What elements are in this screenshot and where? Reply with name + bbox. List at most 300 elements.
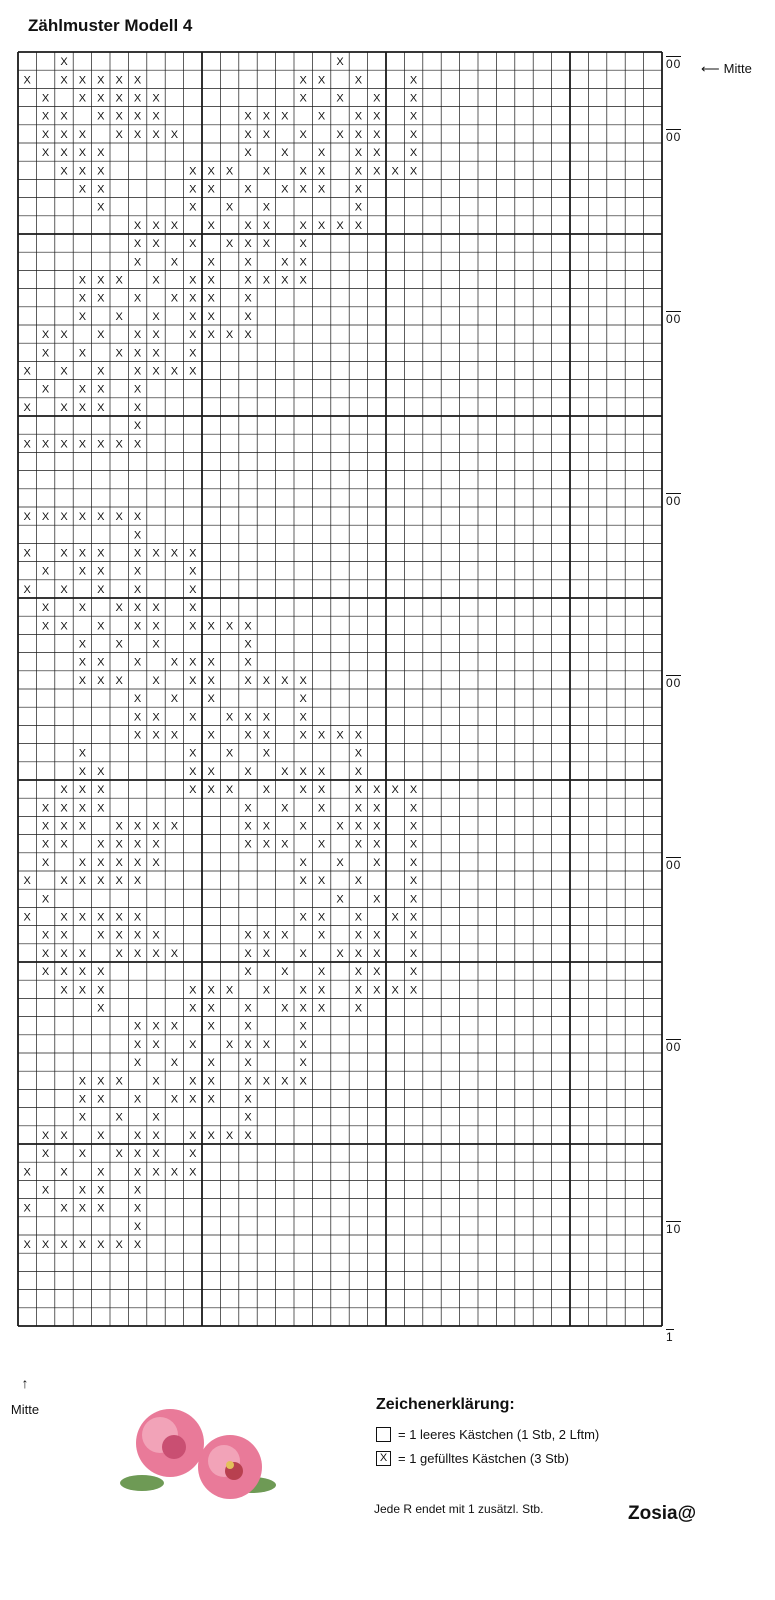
filled-cell-mark: X bbox=[115, 110, 123, 123]
filled-cell-mark: X bbox=[225, 784, 234, 797]
filled-cell-mark: X bbox=[133, 1166, 142, 1179]
filled-cell-mark: X bbox=[78, 92, 87, 105]
filled-cell-mark: X bbox=[189, 310, 197, 323]
filled-cell-mark: X bbox=[115, 438, 123, 451]
filled-cell-mark: X bbox=[133, 128, 142, 141]
filled-cell-mark: X bbox=[115, 929, 123, 942]
filled-cell-mark: X bbox=[60, 620, 68, 633]
filled-cell-mark: X bbox=[317, 183, 326, 196]
filled-cell-mark: X bbox=[244, 1057, 252, 1070]
filled-cell-mark: X bbox=[97, 547, 105, 560]
filled-cell-mark: X bbox=[133, 1184, 142, 1197]
filled-cell-mark: X bbox=[207, 1020, 215, 1033]
up-arrow-icon: ↑ bbox=[21, 1375, 29, 1391]
filled-cell-mark: X bbox=[244, 292, 252, 305]
filled-cell-mark: X bbox=[152, 820, 160, 833]
filled-cell-mark: X bbox=[115, 1239, 123, 1252]
filled-cell-mark: X bbox=[336, 219, 344, 232]
filled-cell-mark: X bbox=[23, 74, 31, 87]
filled-cell-mark: X bbox=[299, 729, 307, 742]
filled-cell-mark: X bbox=[78, 747, 87, 760]
filled-cell-mark: X bbox=[189, 329, 197, 342]
filled-cell-mark: X bbox=[244, 1020, 252, 1033]
filled-cell-mark: X bbox=[115, 820, 123, 833]
filled-cell-mark: X bbox=[354, 784, 363, 797]
filled-cell-mark: X bbox=[133, 1057, 142, 1070]
filled-cell-mark: X bbox=[409, 165, 418, 178]
filled-cell-mark: X bbox=[299, 74, 307, 87]
filled-cell-mark: X bbox=[189, 583, 197, 596]
filled-cell-mark: X bbox=[78, 1184, 87, 1197]
filled-cell-mark: X bbox=[23, 547, 31, 560]
filled-cell-mark: X bbox=[115, 511, 123, 524]
filled-cell-mark: X bbox=[336, 947, 344, 960]
filled-cell-mark: X bbox=[152, 274, 160, 287]
filled-cell-mark: X bbox=[60, 547, 68, 560]
filled-cell-mark: X bbox=[133, 656, 142, 669]
filled-cell-mark: X bbox=[373, 893, 381, 906]
row-number-label: 10 bbox=[666, 1221, 682, 1236]
row-number-label: 1 bbox=[666, 1330, 674, 1344]
filled-cell-mark: X bbox=[207, 310, 215, 323]
filled-cell-mark: X bbox=[133, 438, 142, 451]
filled-cell-mark: X bbox=[133, 711, 142, 724]
filled-cell-mark: X bbox=[133, 856, 142, 869]
filled-cell-mark: X bbox=[299, 875, 307, 888]
center-marker-top bbox=[701, 61, 752, 77]
filled-cell-mark: X bbox=[281, 147, 289, 160]
filled-cell-mark: X bbox=[354, 165, 363, 178]
filled-cell-mark: X bbox=[115, 602, 123, 615]
row-number-label: 00 bbox=[666, 493, 682, 508]
filled-cell-mark: X bbox=[78, 1148, 87, 1161]
filled-cell-mark: X bbox=[354, 747, 363, 760]
filled-cell-mark: X bbox=[78, 638, 87, 651]
filled-cell-mark: X bbox=[207, 620, 215, 633]
filled-cell-mark: X bbox=[354, 110, 363, 123]
center-label-bottom: Mitte bbox=[10, 1402, 40, 1417]
filled-cell-mark: X bbox=[97, 1075, 105, 1088]
filled-cell-mark: X bbox=[207, 729, 215, 742]
filled-cell-mark: X bbox=[207, 274, 215, 287]
roses-illustration bbox=[112, 1405, 282, 1500]
filled-cell-mark: X bbox=[409, 802, 418, 815]
filled-cell-mark: X bbox=[152, 929, 160, 942]
filled-cell-mark: X bbox=[244, 820, 252, 833]
filled-cell-mark: X bbox=[409, 110, 418, 123]
filled-cell-mark: X bbox=[152, 365, 160, 378]
filled-cell-mark: X bbox=[262, 110, 271, 123]
filled-cell-mark: X bbox=[97, 183, 105, 196]
filled-cell-mark: X bbox=[78, 401, 87, 414]
filled-cell-mark: X bbox=[189, 765, 197, 778]
filled-cell-mark: X bbox=[60, 784, 68, 797]
filled-cell-mark: X bbox=[244, 256, 252, 269]
filled-cell-mark: X bbox=[60, 802, 68, 815]
filled-cell-mark: X bbox=[97, 583, 105, 596]
filled-cell-mark: X bbox=[409, 911, 418, 924]
filled-cell-mark: X bbox=[97, 1239, 105, 1252]
filled-cell-mark: X bbox=[152, 838, 160, 851]
filled-cell-mark: X bbox=[354, 820, 363, 833]
filled-cell-mark: X bbox=[244, 110, 252, 123]
filled-cell-mark: X bbox=[170, 1020, 179, 1033]
filled-cell-mark: X bbox=[281, 110, 289, 123]
filled-cell-mark: X bbox=[133, 820, 142, 833]
filled-cell-mark: X bbox=[170, 693, 179, 706]
filled-cell-mark: X bbox=[409, 820, 418, 833]
filled-cell-mark: X bbox=[78, 165, 87, 178]
filled-cell-mark: X bbox=[317, 875, 326, 888]
filled-cell-mark: X bbox=[41, 329, 50, 342]
filled-cell-mark: X bbox=[299, 128, 307, 141]
filled-cell-mark: X bbox=[60, 165, 68, 178]
filled-cell-mark: X bbox=[133, 602, 142, 615]
filled-cell-mark: X bbox=[78, 656, 87, 669]
pattern-title: Zählmuster Modell 4 bbox=[28, 16, 193, 35]
filled-cell-mark: X bbox=[152, 1038, 160, 1051]
filled-cell-mark: X bbox=[354, 838, 363, 851]
filled-cell-mark: X bbox=[41, 110, 50, 123]
filled-cell-mark: X bbox=[354, 966, 363, 979]
filled-cell-mark: X bbox=[60, 929, 68, 942]
filled-cell-mark: X bbox=[133, 256, 142, 269]
filled-cell-mark: X bbox=[189, 602, 197, 615]
filled-cell-mark: X bbox=[152, 329, 160, 342]
filled-cell-mark: X bbox=[23, 911, 31, 924]
filled-cell-mark: X bbox=[152, 128, 160, 141]
filled-cell-mark: X bbox=[409, 947, 418, 960]
filled-cell-mark: X bbox=[170, 1057, 179, 1070]
filled-cell-mark: X bbox=[152, 547, 160, 560]
filled-cell-mark: X bbox=[152, 1166, 160, 1179]
filled-cell-mark: X bbox=[317, 784, 326, 797]
filled-cell-mark: X bbox=[354, 984, 363, 997]
filled-cell-mark: X bbox=[336, 128, 344, 141]
filled-cell-mark: X bbox=[262, 984, 271, 997]
filled-cell-mark: X bbox=[317, 984, 326, 997]
filled-cell-mark: X bbox=[207, 1002, 215, 1015]
row-end-note: Jede R endet mit 1 zusätzl. Stb. bbox=[374, 1502, 544, 1516]
filled-cell-mark: X bbox=[317, 911, 326, 924]
filled-cell-mark: X bbox=[97, 984, 105, 997]
filled-cell-mark: X bbox=[133, 565, 142, 578]
filled-cell-mark: X bbox=[354, 765, 363, 778]
filled-cell-mark: X bbox=[97, 911, 105, 924]
filled-cell-mark: X bbox=[317, 1002, 326, 1015]
filled-cell-mark: X bbox=[336, 893, 344, 906]
filled-cell-mark: X bbox=[281, 966, 289, 979]
filled-cell-mark: X bbox=[281, 183, 289, 196]
filled-cell-mark: X bbox=[409, 966, 418, 979]
filled-cell-mark: X bbox=[78, 911, 87, 924]
filled-cell-mark: X bbox=[281, 929, 289, 942]
filled-cell-mark: X bbox=[225, 1038, 234, 1051]
filled-cell-mark: X bbox=[244, 274, 252, 287]
filled-cell-mark: X bbox=[97, 674, 105, 687]
filled-cell-mark: X bbox=[133, 219, 142, 232]
filled-cell-mark: X bbox=[262, 947, 271, 960]
filled-cell-mark: X bbox=[41, 1129, 50, 1142]
filled-cell-mark: X bbox=[152, 310, 160, 323]
filled-cell-mark: X bbox=[78, 547, 87, 560]
filled-cell-mark: X bbox=[336, 56, 344, 69]
row-number-label: 00 bbox=[666, 57, 682, 71]
filled-cell-mark: X bbox=[133, 1202, 142, 1215]
filled-cell-mark: X bbox=[317, 729, 326, 742]
filled-cell-mark: X bbox=[41, 383, 50, 396]
filled-cell-mark: X bbox=[354, 911, 363, 924]
filled-cell-mark: X bbox=[189, 620, 197, 633]
filled-cell-mark: X bbox=[78, 565, 87, 578]
signature: Zosia@ bbox=[628, 1503, 697, 1524]
filled-cell-mark: X bbox=[23, 583, 31, 596]
filled-cell-mark: X bbox=[133, 529, 142, 542]
filled-cell-mark: X bbox=[152, 602, 160, 615]
filled-cell-mark: X bbox=[60, 1239, 68, 1252]
filled-cell-mark: X bbox=[244, 1129, 252, 1142]
filled-cell-mark: X bbox=[97, 838, 105, 851]
filled-cell-mark: X bbox=[97, 110, 105, 123]
filled-cell-mark: X bbox=[409, 856, 418, 869]
filled-cell-mark: X bbox=[41, 838, 50, 851]
filled-cell-mark: X bbox=[189, 1129, 197, 1142]
filled-cell-mark: X bbox=[170, 1093, 179, 1106]
filled-cell-mark: X bbox=[207, 183, 215, 196]
filled-cell-mark: X bbox=[281, 1002, 289, 1015]
filled-cell-mark: X bbox=[189, 165, 197, 178]
filled-cell-mark: X bbox=[262, 729, 271, 742]
legend-empty-row bbox=[376, 1422, 599, 1446]
filled-cell-mark: X bbox=[391, 911, 399, 924]
filled-cell-mark: X bbox=[244, 947, 252, 960]
filled-cell-mark: X bbox=[23, 511, 31, 524]
filled-cell-mark: X bbox=[60, 583, 68, 596]
filled-cell-mark: X bbox=[78, 1202, 87, 1215]
filled-cell-mark: X bbox=[281, 256, 289, 269]
filled-cell-mark: X bbox=[97, 1184, 105, 1197]
filled-cell-mark: X bbox=[133, 329, 142, 342]
filled-cell-mark: X bbox=[373, 984, 381, 997]
filled-cell-mark: X bbox=[409, 74, 418, 87]
filled-cell-mark: X bbox=[244, 656, 252, 669]
filled-cell-mark: X bbox=[133, 620, 142, 633]
filled-cell-mark: X bbox=[78, 147, 87, 160]
filled-cell-mark: X bbox=[133, 875, 142, 888]
filled-cell-mark: X bbox=[78, 383, 87, 396]
filled-cell-mark: X bbox=[78, 765, 87, 778]
filled-cell-mark: X bbox=[317, 802, 326, 815]
filled-cell-mark: X bbox=[41, 856, 50, 869]
filled-cell-mark: X bbox=[299, 1038, 307, 1051]
filled-cell-mark: X bbox=[78, 674, 87, 687]
filled-cell-mark: X bbox=[60, 1129, 68, 1142]
filled-cell-mark: X bbox=[41, 620, 50, 633]
filled-cell-mark: X bbox=[354, 183, 363, 196]
filled-cell-mark: X bbox=[133, 583, 142, 596]
filled-cell-mark: X bbox=[189, 365, 197, 378]
filled-cell-mark: X bbox=[354, 802, 363, 815]
filled-cell-mark: X bbox=[244, 1002, 252, 1015]
filled-cell-mark: X bbox=[373, 92, 381, 105]
filled-cell-mark: X bbox=[115, 638, 123, 651]
filled-cell-mark: X bbox=[225, 238, 234, 251]
filled-cell-mark: X bbox=[262, 929, 271, 942]
filled-cell-mark: X bbox=[97, 1202, 105, 1215]
filled-cell-mark: X bbox=[244, 183, 252, 196]
filled-cell-mark: X bbox=[133, 1239, 142, 1252]
legend bbox=[376, 1396, 599, 1470]
filled-cell-mark: X bbox=[60, 1166, 68, 1179]
filled-cell-mark: X bbox=[41, 802, 50, 815]
filled-cell-mark: X bbox=[152, 92, 160, 105]
filled-cell-mark: X bbox=[78, 602, 87, 615]
filled-cell-mark: X bbox=[133, 401, 142, 414]
filled-cell-mark: X bbox=[373, 947, 381, 960]
filled-cell-mark: X bbox=[41, 820, 50, 833]
filled-cell-mark: X bbox=[97, 856, 105, 869]
filled-cell-mark: X bbox=[41, 347, 50, 360]
filled-cell-mark: X bbox=[373, 165, 381, 178]
legend-title: Zeichenerklärung: bbox=[376, 1396, 515, 1413]
filled-cell-mark: X bbox=[409, 984, 418, 997]
filled-cell-mark: X bbox=[189, 674, 197, 687]
filled-cell-mark: X bbox=[207, 784, 215, 797]
filled-cell-mark: X bbox=[409, 147, 418, 160]
filled-cell-mark: X bbox=[152, 1020, 160, 1033]
filled-cell-mark: X bbox=[41, 92, 50, 105]
filled-cell-mark: X bbox=[336, 729, 344, 742]
filled-cell-mark: X bbox=[115, 875, 123, 888]
filled-cell-mark: X bbox=[60, 511, 68, 524]
filled-cell-mark: X bbox=[262, 201, 271, 214]
center-marker-bottom bbox=[5, 1376, 45, 1417]
filled-cell-mark: X bbox=[244, 838, 252, 851]
legend-filled-row bbox=[376, 1446, 599, 1470]
filled-cell-mark: X bbox=[299, 911, 307, 924]
filled-cell-mark: X bbox=[409, 92, 418, 105]
filled-cell-mark: X bbox=[115, 947, 123, 960]
filled-cell-mark: X bbox=[133, 420, 142, 433]
filled-cell-mark: X bbox=[299, 947, 307, 960]
filled-cell-mark: X bbox=[78, 984, 87, 997]
filled-cell-mark: X bbox=[354, 729, 363, 742]
filled-cell-mark: X bbox=[41, 511, 50, 524]
filled-cell-mark: X bbox=[262, 219, 271, 232]
row-number-label: 00 bbox=[666, 311, 682, 326]
filled-cell-mark: X bbox=[336, 856, 344, 869]
filled-cell-mark: X bbox=[189, 183, 197, 196]
filled-cell-mark: X bbox=[97, 74, 105, 87]
filled-cell-mark: X bbox=[133, 729, 142, 742]
filled-cell-mark: X bbox=[373, 147, 381, 160]
filled-cell-mark: X bbox=[207, 1093, 215, 1106]
filled-cell-mark: X bbox=[373, 929, 381, 942]
filled-cell-mark: X bbox=[23, 1202, 31, 1215]
filled-cell-mark: X bbox=[373, 856, 381, 869]
filled-cell-mark: X bbox=[207, 256, 215, 269]
filled-cell-mark: X bbox=[41, 947, 50, 960]
filled-cell-mark: X bbox=[207, 984, 215, 997]
filled-cell-mark: X bbox=[299, 219, 307, 232]
filled-cell-mark: X bbox=[60, 1202, 68, 1215]
filled-cell-mark: X bbox=[299, 711, 307, 724]
filled-cell-mark: X bbox=[317, 929, 326, 942]
filled-cell-mark: X bbox=[97, 165, 105, 178]
filled-cell-mark: X bbox=[262, 1038, 271, 1051]
filled-cell-mark: X bbox=[225, 201, 234, 214]
filled-cell-mark: X bbox=[97, 511, 105, 524]
filled-cell-mark: X bbox=[207, 1057, 215, 1070]
filled-cell-mark: X bbox=[97, 274, 105, 287]
filled-cell-mark: X bbox=[133, 1220, 142, 1233]
filled-cell-mark: X bbox=[354, 1002, 363, 1015]
filled-cell-mark: X bbox=[373, 784, 381, 797]
filled-cell-mark: X bbox=[262, 238, 271, 251]
filled-cell-mark: X bbox=[189, 1093, 197, 1106]
filled-cell-mark: X bbox=[373, 838, 381, 851]
filled-cell-mark: X bbox=[244, 966, 252, 979]
filled-cell-mark: X bbox=[170, 128, 179, 141]
filled-cell-mark: X bbox=[133, 1129, 142, 1142]
filled-cell-mark: X bbox=[78, 438, 87, 451]
filled-cell-mark: X bbox=[133, 110, 142, 123]
filled-cell-mark: X bbox=[60, 329, 68, 342]
row-number-label: 00 bbox=[666, 675, 682, 690]
filled-cell-mark: X bbox=[152, 347, 160, 360]
filled-cell-mark: X bbox=[299, 274, 307, 287]
filled-cell-mark: X bbox=[409, 838, 418, 851]
filled-cell-mark: X bbox=[152, 711, 160, 724]
filled-cell-mark: X bbox=[354, 875, 363, 888]
filled-cell-mark: X bbox=[97, 620, 105, 633]
filled-cell-mark: X bbox=[97, 765, 105, 778]
filled-cell-mark: X bbox=[207, 219, 215, 232]
filled-cell-mark: X bbox=[170, 365, 179, 378]
filled-cell-mark: X bbox=[299, 1057, 307, 1070]
filled-cell-mark: X bbox=[299, 984, 307, 997]
filled-cell-mark: X bbox=[60, 438, 68, 451]
filled-cell-mark: X bbox=[336, 820, 344, 833]
filled-cell-mark: X bbox=[189, 656, 197, 669]
filled-cell-mark: X bbox=[262, 820, 271, 833]
filled-cell-mark: X bbox=[189, 984, 197, 997]
filled-cell-mark: X bbox=[189, 347, 197, 360]
filled-cell-mark: X bbox=[97, 565, 105, 578]
filled-cell-mark: X bbox=[409, 929, 418, 942]
filled-cell-mark: X bbox=[78, 292, 87, 305]
filled-cell-mark: X bbox=[78, 856, 87, 869]
filled-cell-mark: X bbox=[41, 929, 50, 942]
filled-cell-mark: X bbox=[78, 947, 87, 960]
filled-cell-mark: X bbox=[97, 438, 105, 451]
filled-cell-mark: X bbox=[152, 620, 160, 633]
filled-cell-mark: X bbox=[60, 838, 68, 851]
filled-cell-mark: X bbox=[115, 310, 123, 323]
filled-cell-mark: X bbox=[152, 219, 160, 232]
filled-cell-mark: X bbox=[354, 147, 363, 160]
filled-cell-mark: X bbox=[78, 274, 87, 287]
filled-cell-mark: X bbox=[152, 1075, 160, 1088]
filled-cell-mark: X bbox=[189, 547, 197, 560]
filled-cell-mark: X bbox=[133, 547, 142, 560]
filled-cell-mark: X bbox=[133, 365, 142, 378]
filled-cell-mark: X bbox=[354, 947, 363, 960]
filled-cell-mark: X bbox=[354, 219, 363, 232]
filled-cell-mark: X bbox=[281, 802, 289, 815]
filled-cell-mark: X bbox=[207, 765, 215, 778]
filled-cell-mark: X bbox=[60, 875, 68, 888]
